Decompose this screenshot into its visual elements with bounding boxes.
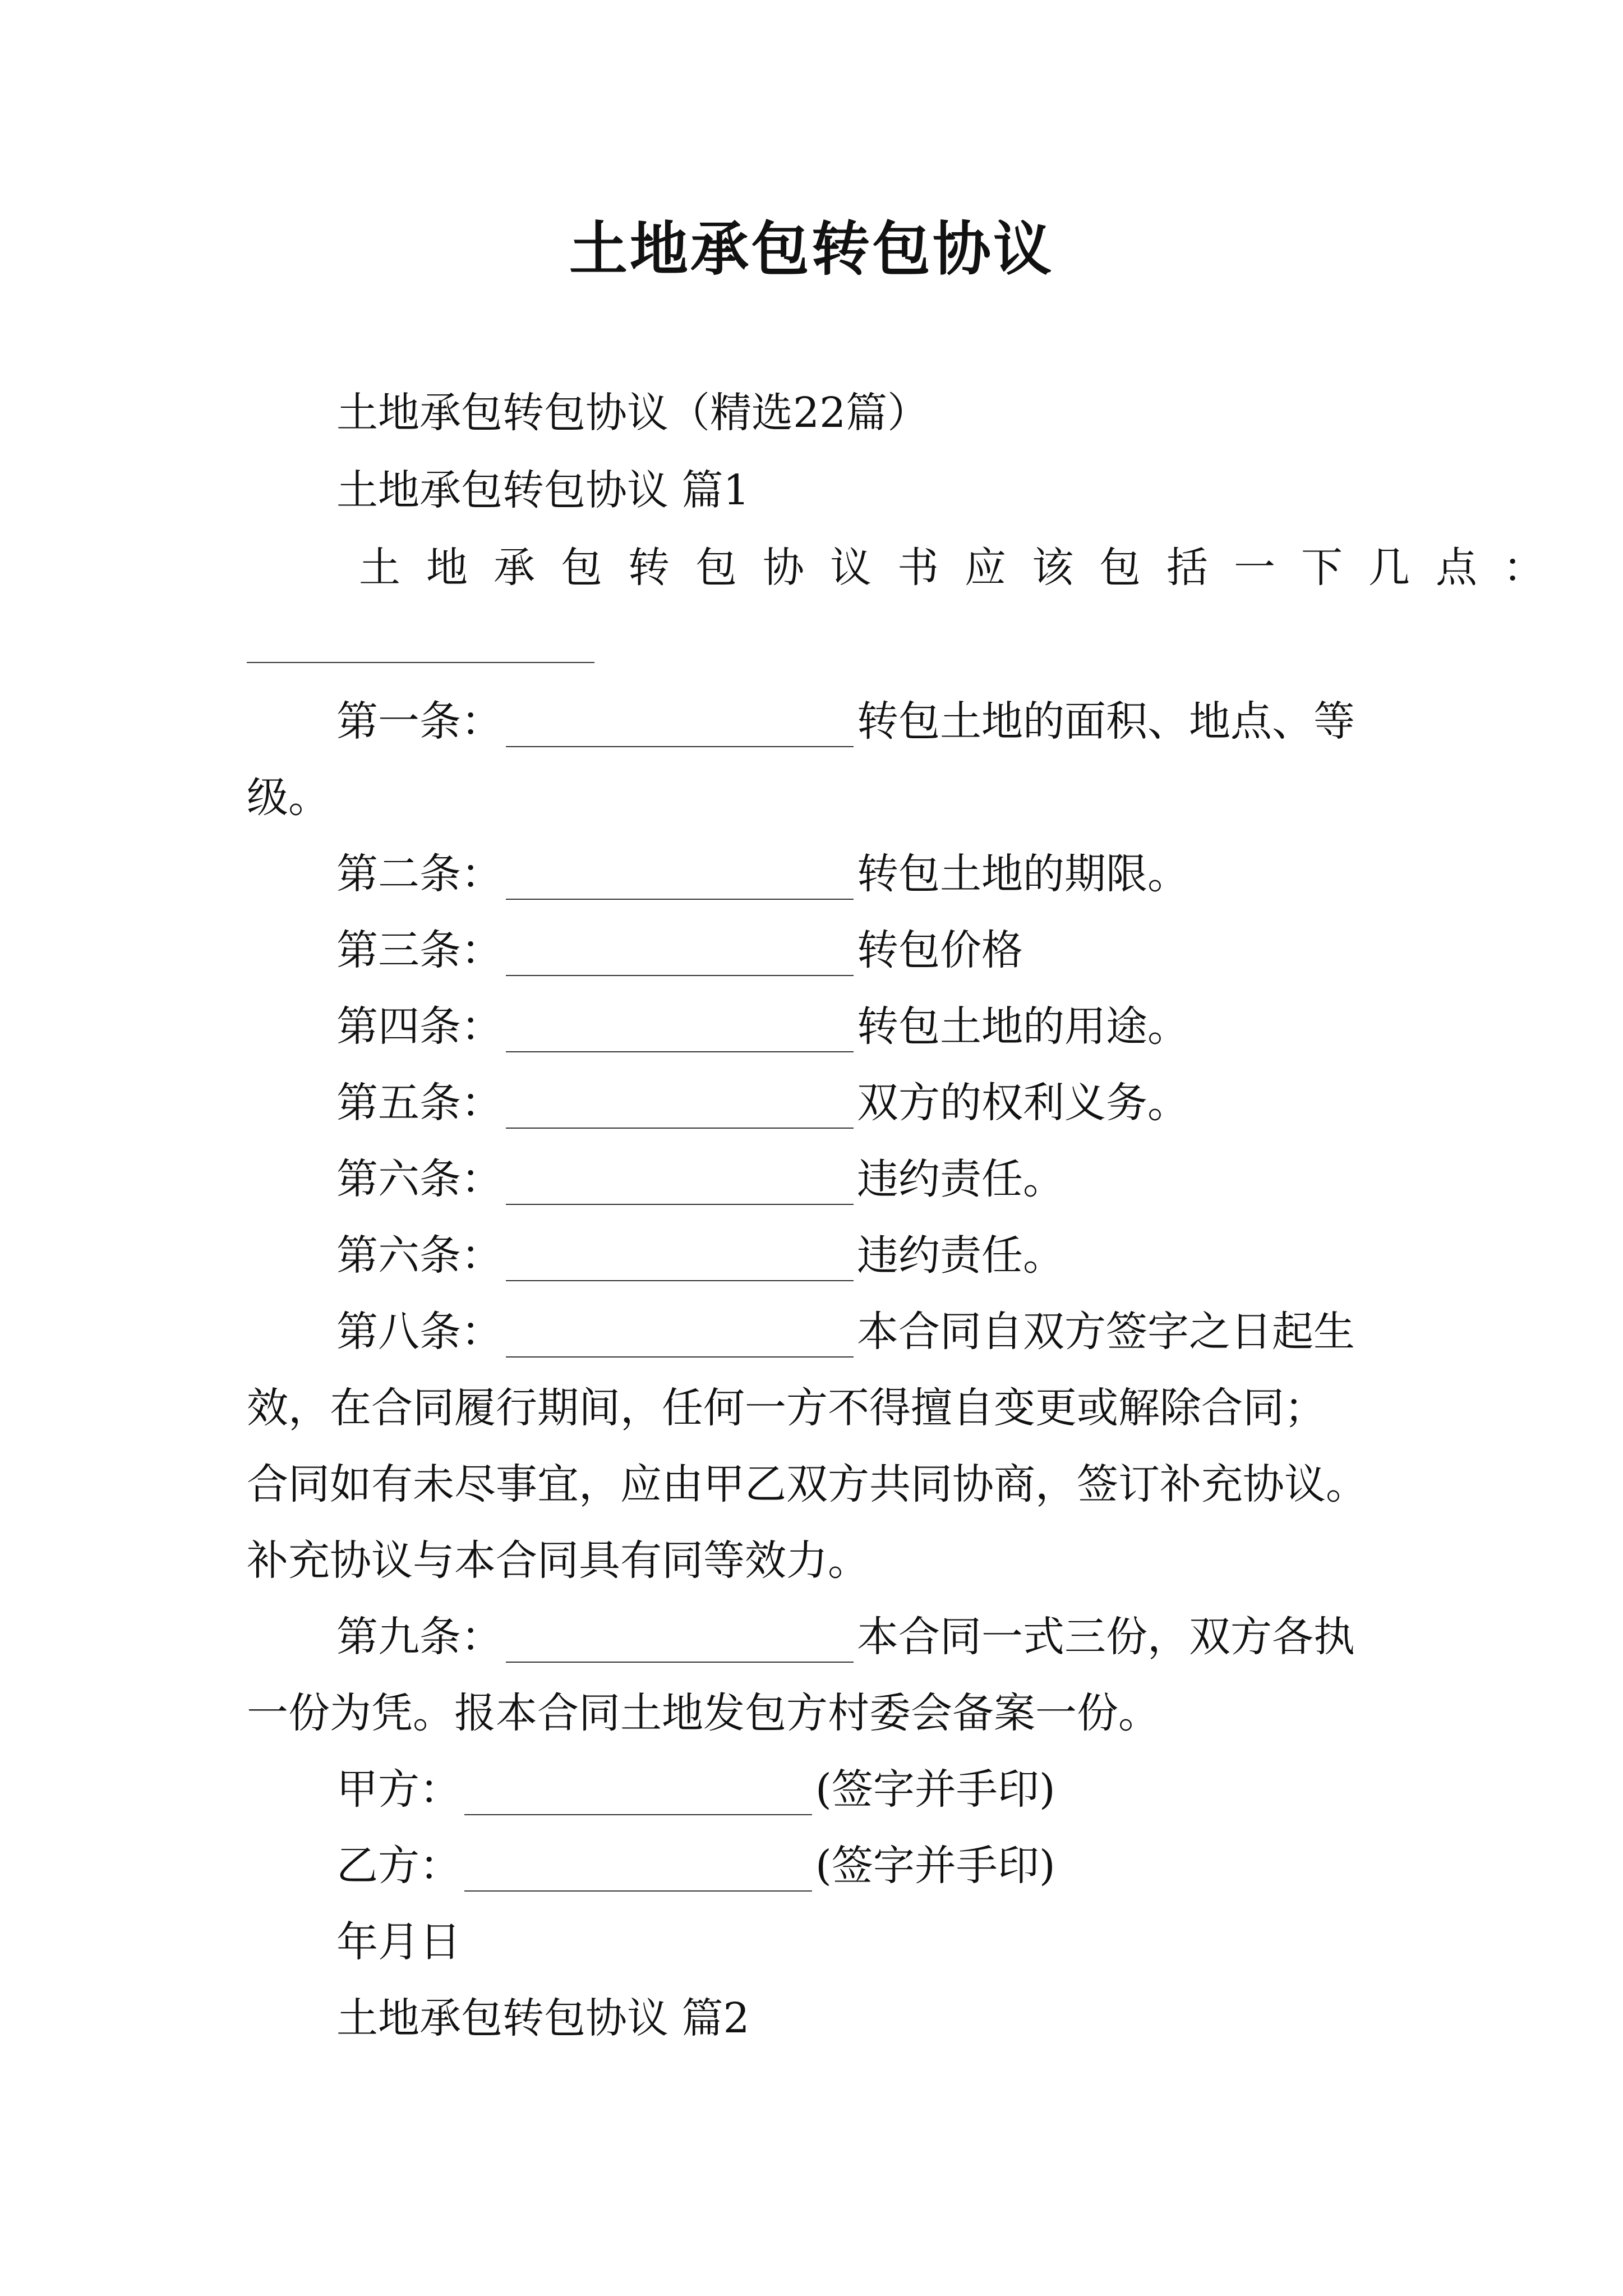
article-1-continuation: 级。: [247, 774, 330, 822]
article-label: 第六条：: [336, 1231, 502, 1280]
article-3: [336, 924, 1486, 976]
article-8: [336, 1306, 1486, 1358]
date-line: 年月日: [336, 1918, 461, 1966]
article-text: 双方的权利义务。: [857, 1079, 1189, 1127]
fill-blank: [506, 1165, 854, 1205]
fill-blank: [506, 1088, 854, 1129]
article-label: 第五条：: [336, 1079, 502, 1127]
article-label: 第三条：: [336, 926, 502, 974]
article-text: 转包价格: [857, 926, 1023, 974]
article-6: [336, 1153, 1486, 1205]
fill-blank: [506, 859, 854, 900]
article-label: 第四条：: [336, 1002, 502, 1051]
fill-blank: [506, 1317, 854, 1358]
signature-blank: [464, 1851, 812, 1892]
party-b-label: 乙方：: [336, 1842, 461, 1890]
article-6b: [336, 1230, 1486, 1281]
party-a-label: 甲方：: [336, 1765, 461, 1814]
article-text: 违约责任。: [857, 1231, 1064, 1280]
article-label: 第九条：: [336, 1613, 502, 1661]
document-title: 土地承包转包协议: [569, 214, 1054, 283]
party-a-line: [336, 1764, 1486, 1815]
article-text: 本合同自双方签字之日起生: [857, 1308, 1355, 1356]
intro-blank-line: [247, 662, 594, 663]
article-8-continuation-2: 合同如有未尽事宜，应由甲乙双方共同协商，签订补充协议。: [247, 1460, 1367, 1508]
article-5: [336, 1077, 1486, 1129]
party-b-line: [336, 1840, 1486, 1892]
article-2: [336, 848, 1486, 900]
article-text: 转包土地的面积、地点、等: [857, 697, 1355, 746]
fill-blank: [506, 1241, 854, 1281]
article-label: 第一条：: [336, 697, 502, 746]
subtitle: 土地承包转包协议（精选22篇）: [336, 389, 929, 437]
article-label: 第六条：: [336, 1155, 502, 1203]
article-label: 第二条：: [336, 850, 502, 898]
article-8-continuation-3: 补充协议与本合同具有同等效力。: [247, 1536, 869, 1585]
article-text: 本合同一式三份，双方各执: [857, 1613, 1355, 1661]
fill-blank: [506, 936, 854, 976]
fill-blank: [506, 707, 854, 747]
intro-text: 土地承包转包协议书应该包括一下几点：: [359, 544, 1570, 592]
article-label: 第八条：: [336, 1308, 502, 1356]
fill-blank: [506, 1012, 854, 1052]
part1-heading: 土地承包转包协议 篇1: [336, 466, 750, 514]
article-text: 转包土地的期限。: [857, 850, 1189, 898]
party-a-suffix: (签字并手印): [815, 1765, 1055, 1814]
article-9-continuation: 一份为凭。报本合同土地发包方村委会备案一份。: [247, 1689, 1160, 1737]
article-1: [336, 696, 1486, 747]
article-9: [336, 1611, 1486, 1663]
article-8-continuation-1: 效，在合同履行期间，任何一方不得擅自变更或解除合同；: [247, 1384, 1326, 1432]
article-text: 违约责任。: [857, 1155, 1064, 1203]
article-4: [336, 1001, 1486, 1052]
signature-blank: [464, 1775, 812, 1815]
part2-heading: 土地承包转包协议 篇2: [336, 1994, 750, 2042]
article-text: 转包土地的用途。: [857, 1002, 1189, 1051]
party-b-suffix: (签字并手印): [815, 1842, 1055, 1890]
fill-blank: [506, 1622, 854, 1663]
